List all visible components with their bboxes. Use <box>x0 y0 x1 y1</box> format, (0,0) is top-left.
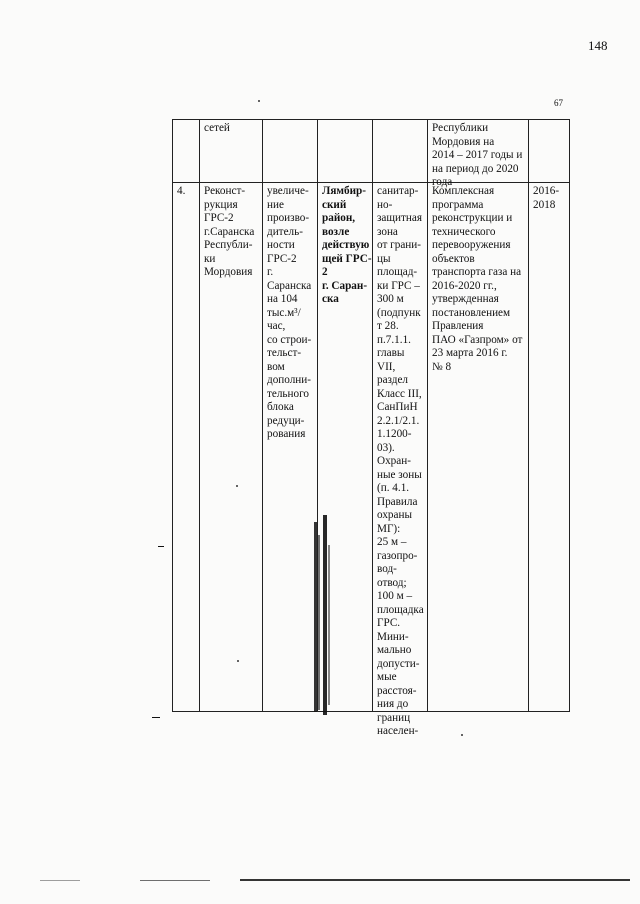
bottom-edge <box>140 880 210 881</box>
speck <box>236 485 238 487</box>
object-table <box>172 119 570 737</box>
bottom-edge <box>40 880 80 881</box>
row4-number: 4. <box>173 183 200 712</box>
document-page-number: 67 <box>554 98 563 108</box>
row4-purpose: увеличе- ние произво- дитель- ности ГРС-2 г. Саранска на 104 тыс.м³/ час, со строи- тельст- вом дополни- тельного блока редуци- рования <box>263 183 318 712</box>
cont-col4 <box>318 120 373 183</box>
speck <box>461 734 463 736</box>
row4-location: Лямбир- ский район, возле действую щей ГРС- 2 г. Саран- ска <box>318 183 373 712</box>
cont-col2: сетей <box>200 120 263 183</box>
row4-object-name: Реконст- рукция ГРС-2 г.Саранска Республи- ки Мордовия <box>200 183 263 712</box>
cont-col5 <box>373 120 428 183</box>
cont-col7 <box>529 120 570 183</box>
row4-zones: санитар- но- защитная зона от грани- цы площад- ки ГРС – 300 м (подпунк т 28. п.7.1.1. главы VII, раздел Класс III, СанПиН 2.2.1/2.1. 1.1200- 03). Охран- ные зоны (п. 4.1. Правила охраны МГ): 25 м – газопро- вод- отвод; 100 м – площадка ГРС. Мини- мально допусти- мые расстоя- ния до границ населен- <box>373 183 428 712</box>
speck <box>258 100 260 102</box>
cont-col6: Республики Мордовия на 2014 – 2017 годы и на период до 2020 года <box>428 120 529 183</box>
scan-streak <box>323 515 327 715</box>
margin-mark <box>152 717 160 718</box>
bottom-edge <box>240 879 630 881</box>
scan-streak <box>318 535 320 710</box>
scan-streak <box>314 522 317 712</box>
row4-program: Комплексная программа реконструкции и технического перевооружения объектов транспорта газа на 2016-2020 гг., утвержденная постановлением Правления ПАО «Газпром» от 23 марта 2016 г. № 8 <box>428 183 529 712</box>
page-number: 148 <box>588 38 608 53</box>
scan-streak <box>328 545 330 705</box>
cont-col3 <box>263 120 318 183</box>
margin-mark <box>158 546 164 547</box>
cont-col1 <box>173 120 200 183</box>
speck <box>237 660 239 662</box>
row4-period: 2016- 2018 <box>529 183 570 712</box>
